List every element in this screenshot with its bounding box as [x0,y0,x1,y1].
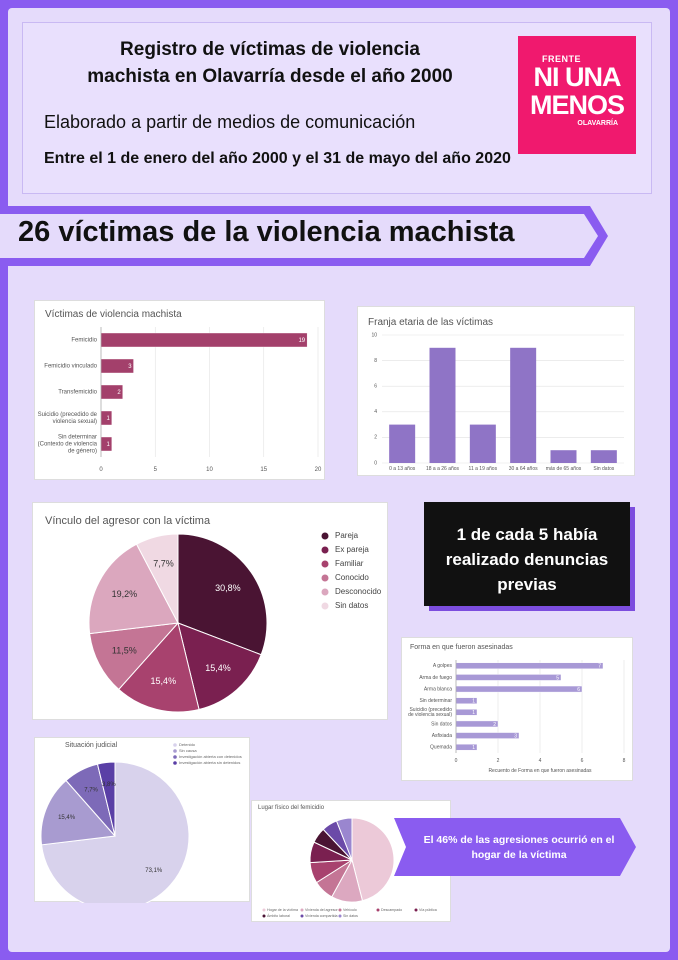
legend-swatch [301,909,304,912]
title-line-2: machista en Olavarría desde el año 2000 [87,66,453,87]
legend-swatch [173,755,177,759]
hogar-callout-text [408,833,630,863]
bar-value-label: 3 [128,364,132,371]
x-tick-label: 15 [260,467,268,473]
chart-situacion-card [34,737,250,902]
date-range: Entre el 1 de enero del año 2000 y el 31 de mayo del año 2020 [44,150,511,167]
logo-line-1: FRENTE [542,54,581,64]
chart-franja-card [357,306,635,476]
hogar-line-1: El 46% de las agresiones ocurrió en el [423,834,615,846]
chart-forma-svg [402,638,634,782]
legend-swatch [173,761,177,765]
chart-forma-title: Forma en que fueron asesinadas [410,644,513,651]
chart-victimas-card [34,300,325,480]
category-label: 11 a 19 años [468,466,498,472]
bar-value-label: 1 [472,745,475,752]
bar [456,674,561,680]
category-label: Sin datos [593,466,615,472]
category-label: de género) [67,448,97,455]
legend-label: Vivienda del agresor [305,907,338,912]
y-tick-label: 0 [374,460,377,467]
pie-value-label: 11,5% [111,645,137,656]
chart-forma-card [401,637,633,781]
x-axis-label: Recuento de Forma en que fueron asesinadas [488,768,592,774]
legend-label: Conocido [335,573,369,583]
category-label: Transfemicidio [58,389,97,396]
legend-swatch [377,909,380,912]
ni-una-menos-logo [518,36,636,154]
chart-lugar-title: Lugar físico del femicidio [258,805,325,811]
legend-swatch [339,909,342,912]
legend-label: Pareja [335,531,359,541]
category-label: 18 a a 26 años [425,466,460,472]
category-label: Arma blanca [423,686,452,693]
bar [430,348,456,463]
legend-label: Detenido [179,742,196,748]
legend-swatch [263,915,266,918]
chart-vinculo-svg [33,503,389,721]
x-tick-label: 4 [538,758,542,764]
bar-value-label: 3 [514,733,517,740]
pie-value-label: 15,4% [205,662,231,673]
legend-label: Hogar de la víctima [267,907,298,912]
bar [101,333,307,347]
bar [551,450,577,463]
bar-value-label: 1 [472,710,475,717]
legend-swatch [301,915,304,918]
category-label: Suicidio (precedido de [37,412,97,419]
legend-swatch [322,547,329,554]
bar-value-label: 2 [117,390,121,397]
bar-value-label: 6 [577,686,580,693]
chart-situacion-svg [35,738,251,903]
pie-value-label: 7,7% [84,787,98,794]
chart-situacion-title: Situación judicial [65,742,118,749]
pie-value-label: 19,2% [111,589,138,600]
bar [470,425,496,463]
logo-line-2: NI UNA [533,62,621,92]
category-label: (Contexto de violencia [37,441,97,448]
legend-label: Ex pareja [335,545,369,555]
legend-swatch [263,909,266,912]
legend-swatch [173,749,177,753]
legend-swatch [322,603,329,610]
category-label: Femicidio [71,337,97,344]
x-tick-label: 5 [153,467,157,473]
category-label: más de 65 años [545,466,582,472]
bar-value-label: 7 [598,663,601,670]
legend-label: Familiar [335,559,364,569]
callout-line-1: 1 de cada 5 había [456,525,598,544]
callout-line-2: realizado denuncias [445,550,609,569]
legend-label: Sin datos [343,913,358,918]
x-tick-label: 0 [454,758,458,764]
pie-value-label: 15,4% [58,815,76,822]
category-label: de violencia sexual) [408,712,452,719]
legend-label: Ámbito laboral [267,913,290,918]
pie-value-label: 7,7% [153,558,174,569]
legend-label: Sin causa [179,748,197,754]
legend-swatch [322,589,329,596]
category-label: Quemada [430,744,452,751]
pie-value-label: 3,8% [101,782,116,789]
title-line-1: Registro de víctimas de violencia [120,39,420,60]
legend-swatch [322,575,329,582]
bar-value-label: 2 [493,721,496,728]
y-tick-label: 2 [374,434,377,441]
legend-swatch [322,561,329,568]
subtitle: Elaborado a partir de medios de comunicación [44,112,416,132]
callout-text [424,522,630,597]
legend-swatch [173,743,177,747]
category-label: Sin datos [431,721,452,728]
bar [456,721,498,727]
category-label: A golpes [432,663,452,670]
category-label: Femicidio vinculado [44,363,97,370]
page-title [40,36,500,90]
callout-line-3: previas [497,575,557,594]
category-label: Asfixiada [431,732,452,739]
x-tick-label: 0 [99,467,103,473]
bar-value-label: 19 [298,338,306,345]
bar-value-label: 1 [472,698,475,705]
category-label: 0 a 13 años [389,466,416,472]
bar [456,733,519,739]
bar-value-label: 1 [106,442,110,449]
legend-label: Investigación abierta con detenidos [179,754,242,760]
logo-line-3: MENOS [529,90,624,120]
logo-line-4: OLAVARRÍA [577,120,618,127]
bar [510,348,536,463]
chart-vinculo-card [32,502,388,720]
x-tick-label: 2 [496,758,500,764]
chart-franja-svg [358,307,636,477]
x-tick-label: 8 [622,758,626,764]
legend-label: Vivienda compartida [305,913,338,918]
legend-label: Vía pública [419,907,437,912]
bar [389,425,415,463]
chart-victimas-title: Víctimas de violencia machista [45,309,182,320]
category-label: Sin determinar [57,434,97,441]
y-tick-label: 8 [374,357,377,364]
y-tick-label: 4 [374,409,377,416]
legend-swatch [322,533,329,540]
legend-label: Desconocido [335,587,382,597]
legend-swatch [415,909,418,912]
x-tick-label: 6 [580,758,584,764]
category-label: 30 a 64 años [508,466,538,472]
x-tick-label: 10 [206,467,213,473]
bar [591,450,617,463]
bar-value-label: 1 [106,416,110,423]
legend-label: Sin datos [335,601,369,611]
chart-franja-title: Franja etaria de las víctimas [368,317,494,328]
pie-value-label: 30,8% [215,583,241,594]
category-label: Suicidio (precedido [409,707,452,714]
legend-label: Vehículo [343,907,357,912]
bar [456,686,582,692]
category-label: Sin determinar [419,698,452,705]
pie-value-label: 15,4% [150,676,177,687]
banner-text: 26 víctimas de la violencia machista [18,216,515,248]
chart-vinculo-title: Vínculo del agresor con la víctima [45,515,211,527]
pie-value-label: 73,1% [145,867,163,874]
bar [456,663,603,669]
category-label: violencia sexual) [52,419,97,426]
chart-victimas-svg [35,301,326,481]
category-label: Arma de fuego [419,674,452,681]
x-tick-label: 20 [314,467,322,473]
hogar-line-2: hogar de la víctima [471,849,567,861]
legend-label: Descampado [381,907,403,912]
bar-value-label: 5 [556,675,559,682]
legend-label: Investigación abierta sin detenidos [179,760,241,766]
y-tick-label: 10 [371,332,377,339]
y-tick-label: 6 [374,383,377,390]
legend-swatch [339,915,342,918]
